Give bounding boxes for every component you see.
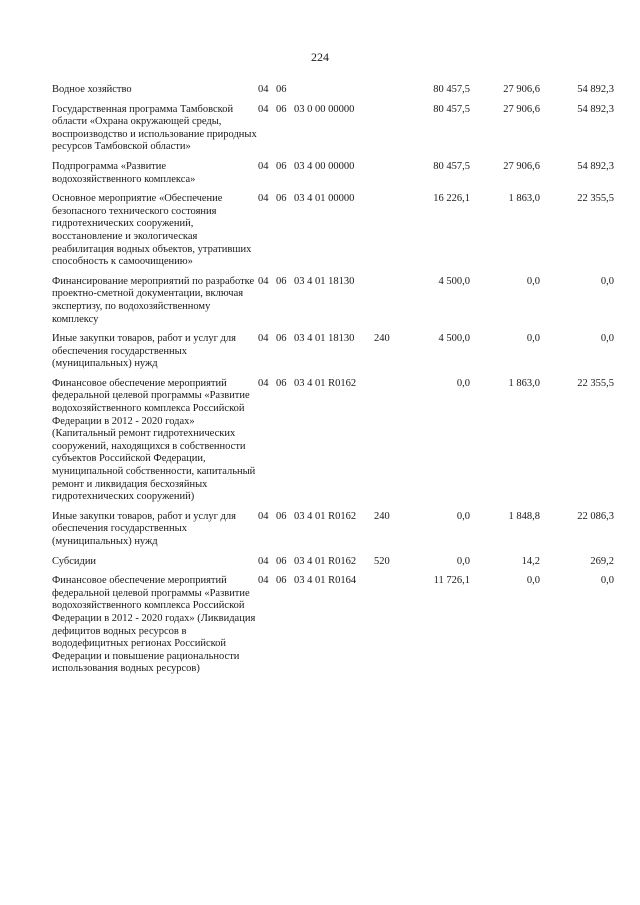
row-amount-3: 54 892,3 — [577, 103, 614, 115]
row-expense-type — [374, 378, 400, 511]
row-subsection: 06 — [276, 377, 287, 389]
row-expense-type — [374, 193, 400, 276]
row-amount-3: 22 355,5 — [577, 193, 614, 205]
row-name: Государственная программа Тамбовской области «Охрана окружающей среды, воспроизводство и использование природных ресурсов Тамбовской области» — [52, 103, 257, 153]
row-name: Финансирование мероприятий по разработке проектно-сметной документации, включая экспертизу, по водохозяйственному комплексу — [52, 275, 255, 325]
row-subsection: 06 — [276, 193, 287, 205]
row-name: Основное мероприятие «Обеспечение безопасного технического состояния гидротехнических сооружений, восстановление и экологическая реабилитация водных объектов, утративших способность к самоочищению» — [52, 193, 252, 268]
row-target-code — [294, 84, 374, 104]
row-amount-2: 27 906,6 — [503, 160, 540, 172]
row-expense-type: 240 — [374, 333, 390, 345]
row-section: 04 — [258, 275, 269, 287]
row-subsection: 06 — [276, 84, 287, 95]
row-expense-type: 520 — [374, 555, 390, 567]
table-row — [52, 333, 614, 378]
row-amount-2: 1 848,8 — [508, 510, 540, 522]
row-target-code: 03 4 01 00000 — [294, 193, 355, 205]
row-target-code: 03 4 01 R0162 — [294, 555, 357, 567]
table-row — [52, 84, 614, 104]
row-target-code: 03 0 00 00000 — [294, 103, 355, 115]
row-amount-1: 16 226,1 — [433, 193, 470, 205]
row-section: 04 — [258, 333, 269, 345]
row-target-code: 03 4 01 18130 — [294, 275, 355, 287]
table-row — [52, 193, 614, 276]
table-row — [52, 378, 614, 511]
row-amount-2: 14,2 — [521, 555, 540, 567]
row-amount-2: 1 863,0 — [508, 377, 540, 389]
row-section: 04 — [258, 377, 269, 389]
row-target-code: 03 4 01 R0162 — [294, 377, 357, 389]
row-amount-1: 0,0 — [456, 510, 470, 522]
row-amount-3: 0,0 — [600, 575, 614, 587]
row-section: 04 — [258, 575, 269, 587]
row-target-code: 03 4 01 R0164 — [294, 575, 357, 587]
row-amount-2: 0,0 — [526, 575, 540, 587]
row-amount-2: 0,0 — [526, 333, 540, 345]
row-amount-3: 0,0 — [600, 275, 614, 287]
row-subsection: 06 — [276, 103, 287, 115]
row-section: 04 — [258, 103, 269, 115]
row-amount-1: 0,0 — [456, 555, 470, 567]
budget-table — [52, 84, 614, 683]
row-amount-3: 0,0 — [600, 333, 614, 345]
row-amount-3: 54 892,3 — [577, 84, 614, 95]
row-section: 04 — [258, 193, 269, 205]
row-name: Подпрограмма «Развитие водохозяйственного комплекса» — [52, 160, 196, 185]
row-subsection: 06 — [276, 575, 287, 587]
row-amount-2: 1 863,0 — [508, 193, 540, 205]
row-amount-1: 4 500,0 — [438, 333, 470, 345]
row-name: Иные закупки товаров, работ и услуг для обеспечения государственных (муниципальных) нужд — [52, 333, 236, 370]
row-target-code: 03 4 00 00000 — [294, 160, 355, 172]
row-amount-3: 22 086,3 — [577, 510, 614, 522]
row-amount-3: 269,2 — [590, 555, 614, 567]
row-amount-1: 0,0 — [456, 377, 470, 389]
row-expense-type — [374, 104, 400, 161]
table-row — [52, 104, 614, 161]
row-amount-3: 54 892,3 — [577, 160, 614, 172]
table-row — [52, 276, 614, 333]
row-amount-1: 4 500,0 — [438, 275, 470, 287]
row-name: Финансовое обеспечение мероприятий федеральной целевой программы «Развитие водохозяйственного комплекса Российской Федерации в 2012 - 2020 годах» (Ликвидация дефицитов водных ресурсов в вододефицитных регионах Российской Федерации и повышение рациональности использования водных ресурсов) — [52, 575, 256, 675]
row-amount-2: 27 906,6 — [503, 84, 540, 95]
row-section: 04 — [258, 160, 269, 172]
table-row — [52, 511, 614, 556]
row-section: 04 — [258, 84, 269, 95]
row-subsection: 06 — [276, 555, 287, 567]
row-expense-type — [374, 575, 400, 683]
row-subsection: 06 — [276, 275, 287, 287]
page-number: 224 — [311, 50, 329, 64]
table-row — [52, 556, 614, 576]
row-amount-2: 27 906,6 — [503, 103, 540, 115]
row-target-code: 03 4 01 R0162 — [294, 510, 357, 522]
table-row — [52, 575, 614, 683]
row-amount-2: 0,0 — [526, 275, 540, 287]
row-section: 04 — [258, 510, 269, 522]
row-amount-1: 80 457,5 — [433, 84, 470, 95]
row-amount-1: 11 726,1 — [433, 575, 470, 587]
row-subsection: 06 — [276, 160, 287, 172]
row-amount-1: 80 457,5 — [433, 103, 470, 115]
row-subsection: 06 — [276, 333, 287, 345]
row-expense-type — [374, 161, 400, 193]
row-section: 04 — [258, 555, 269, 567]
row-subsection: 06 — [276, 510, 287, 522]
budget-table-body — [52, 84, 614, 683]
row-amount-1: 80 457,5 — [433, 160, 470, 172]
row-expense-type: 240 — [374, 510, 390, 522]
row-expense-type — [374, 84, 400, 104]
row-amount-3: 22 355,5 — [577, 377, 614, 389]
row-target-code: 03 4 01 18130 — [294, 333, 355, 345]
row-name: Финансовое обеспечение мероприятий федеральной целевой программы «Развитие водохозяйственного комплекса Российской Федерации в 2012 - 2020 годах» (Капитальный ремонт гидротехнических сооружений, находящихся в собственности субъектов Российской Федерации, муниципальной собственности, капитальный ремонт и ликвидация бесхозяйных гидротехнических сооружений) — [52, 377, 256, 503]
row-name: Иные закупки товаров, работ и услуг для обеспечения государственных (муниципальных) нужд — [52, 510, 236, 547]
row-name: Субсидии — [52, 555, 97, 567]
table-row — [52, 161, 614, 193]
row-expense-type — [374, 276, 400, 333]
row-name: Водное хозяйство — [52, 84, 132, 95]
